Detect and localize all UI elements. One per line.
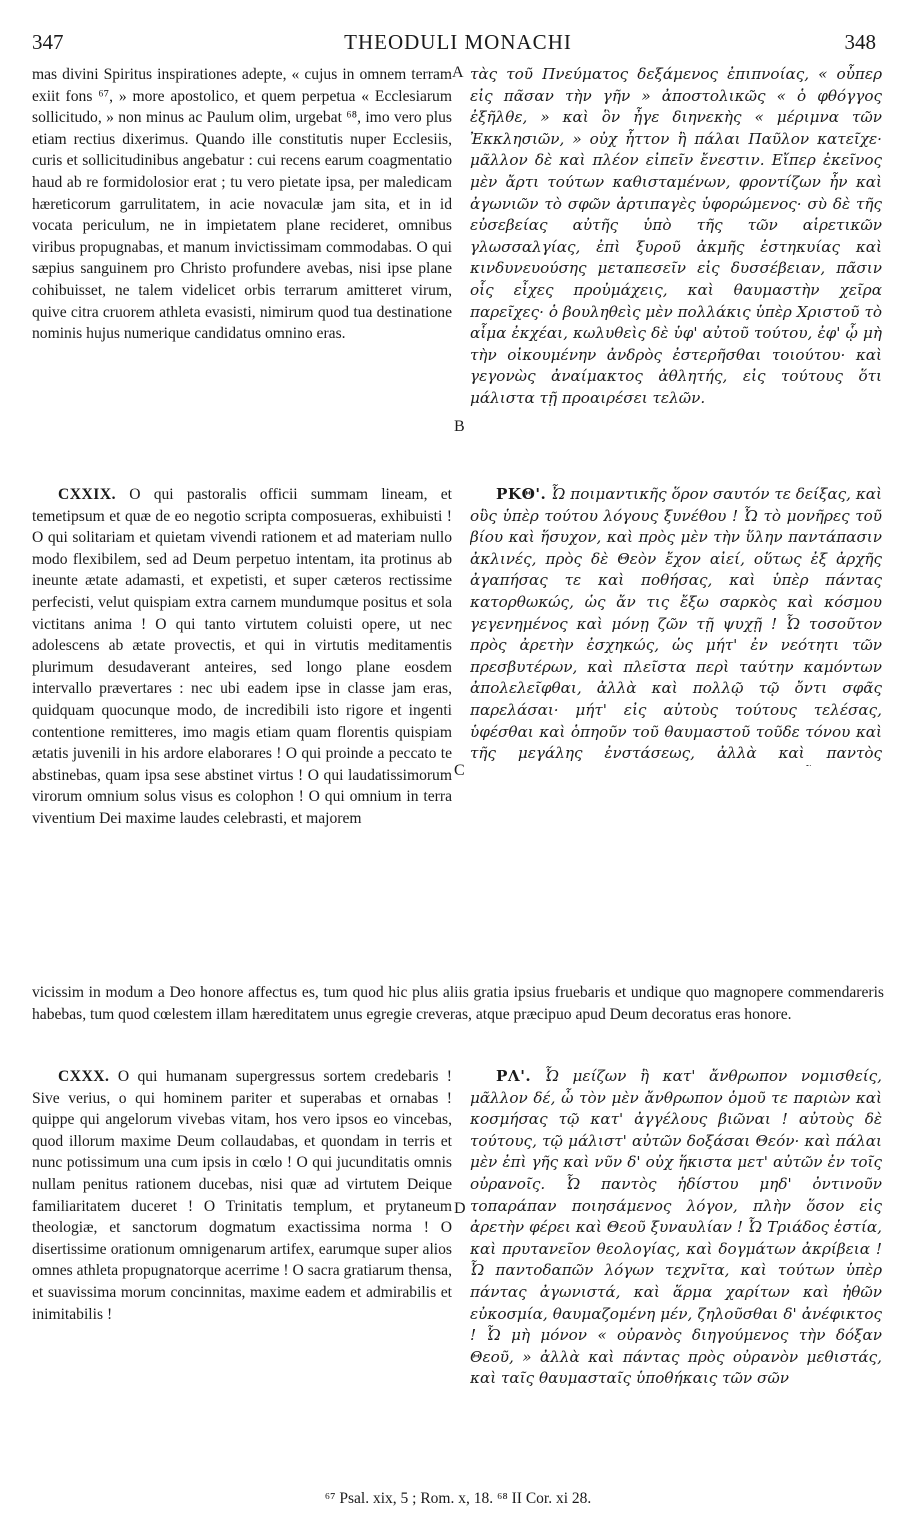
footnote: ⁶⁷ Psal. xix, 5 ; Rom. x, 18. ⁶⁸ II Cor. xi 28. [324,1490,592,1507]
latin-column-top [32,64,452,484]
running-title: THEODULI MONACHI [344,30,572,54]
margin-marker-a: A [452,64,464,81]
section-number-latin: CXXIX. [58,486,117,503]
latin-paragraph: mas divini Spiritus inspirationes adepte, « cujus in omnem terram exiit fons ⁶⁷, » more apostolico, et quem perpetua « Ecclesiarum sollicitudo, » non minus ac Paulum olim, urgebat ⁶⁸, imo vero plus etiam rectius dixerimus. Quando ille constitutis nuper Ecclesiis, curis et sollicitudinibus angebatur : cui recens earum coagmentatio haud ab re formidolosior erat ; tu vero pietate ipsa, per maledicam hæreticorum garrulitatem, in acie novaculæ jam sita, et in id vocata periculum, ne in impietatem plane recideret, omnibus viribus propugnabas, et manum invictissimam commodabas. O qui sæpius sanguinem pro Christo profundere avebas, nisi ipse plane cohibuisset, ne talem videlicet orbis terrarum amitteret virum, quive citra cruorem athleta evasisti, nimirum quod tua destinatione nominis hujus numerique candidatus omnino eras. [32,66,452,343]
page-number-right: 348 [844,30,876,54]
full-width-paragraph: vicissim in modum a Deo honore affectus es, tum quod hic plus aliis gratia ipsius fruebaris et undique quo magnopere commendareris habebas, tum quod cœlestem illam hæreditatem unus egregie creveras, atque præcipuo apud Deum decoratus eras honore. [32,984,884,1023]
greek-column-130 [470,1066,882,1476]
section-number-latin: CXXX. [58,1068,110,1085]
greek-paragraph-130 [470,1066,882,1390]
page-header [0,30,916,56]
latin-text-129: O qui pastoralis officii summam lineam, et temetipsum et quæ de eo negotio scripta composueras, exhibuisti ! O qui solitariam et quietam vivendi rationem et ad materiam nullo modo flexibilem, sed ad Deum perpetuo intentam, ita protinus ab ineunte ætate adamasti, et expetisti, et super cæteros rectissime perfecisti, velut quispiam extra carnem mundumque positus et sola victitans anima ! O qui tanto virtutem coluisti opere, ut nec adolescens ab ætate provectis, et qui in virtutis meditamentis plurimum desudaverant anteires, sed longo plane eosdem intervallo prævertares : nec ubi eadem ipse in classe jam eras, quidquam quocunque modo, de incredibili isto rigore et ingenti contentione remitteres, imo magis etiam quam florentis quispiam ætatis juvenili in his ardore elaborares ! O qui proinde a peccato te [32,486,452,763]
section-number-greek: ΡΚΘ'. [496,485,547,503]
greek-column-top [470,64,882,434]
latin-text-130: O qui humanam supergressus sortem credebaris ! Sive verius, o qui hominem pariter et superabas et ornabas ! quippe qui angelorum vivebas vitam, hos vero ipsos eo vincebas, quod illorum maxime Deum collaudabas, et quondam in terris et nunc potissimum una cum ipsis in cœlo ! O qui jucunditatis omnis nullam penitus rationem ducebas, nisi quæ ad virtutem Deique familiaritatem duceret ! O Trinitatis templum, et prytaneum theologiæ, et sanctorum dogmatum exactissima norma ! O disertissime orationum omnigenarum artifex, earumque super alios omnes athleta propugnatorque acerrime ! O sacra gratiarum thensa, et suavissima morum concinnitas, maxime eadem et admirabilis et inimitabilis ! [32,1068,452,1323]
margin-marker-d: D [454,1200,466,1217]
greek-column-129 [470,484,882,766]
section-number-greek: ΡΛ'. [496,1067,532,1085]
greek-text-129: Ὦ ποιμαντικῆς ὅρον σαυτόν τε δείξας, καὶ οὓς ὑπὲρ τούτου λόγους ξυνέθου ! Ὦ τὸ μονῆρες τοῦ βίου καὶ ἥσυχον, καὶ πρὸς μὲν τὴν ὕλην παντάπασιν ἀκλινές, πρὸς δὲ Θεὸν ἔχον αἰεί, οὕτως ἐξ ἀρχῆς ἀγαπήσας τε καὶ ποθήσας, καὶ ὑπὲρ πάντας κατορθωκώς, ὡς ἄν τις ἔξω σαρκὸς καὶ κόσμου γεγενημένος καὶ μόνῃ ζῶν τῇ ψυχῇ ! Ὦ τοσοῦτον πρὸς ἀρετὴν ἐσχηκώς, ὡς μήτ' ἐν νεότητι τῶν πρεσβυτέρων, καὶ πλεῖστα περὶ ταύτην καμόντων ἀπολελεῖφθαι, ἀλλὰ καὶ πολλῷ τῷ ὄντι σφᾶς παρελάσαι· μήτ' εἰς αὐτοὺς τούτους τελέσας, ὑφέσθαι καὶ ὁπηοῦν τοῦ θαυμαστοῦ τοῦδε τόνου καὶ τῆς μεγάλης ἐνστάσεως, ἀλλὰ καὶ παντὸς [470,485,882,763]
latin-column-130 [32,1066,452,1476]
greek-text-130: Ὦ μείζων ἢ κατ' ἄνθρωπον νομισθείς, μᾶλλον δέ, ὦ τὸν μὲν ἄνθρωπον ὁμοῦ τε παριὼν καὶ κοσμήσας τῷ κατ' ἀγγέλους βιῶναι ! αὐτοὺς δὲ τούτους, τῷ μάλιστ' αὐτῶν δοξάσαι Θεόν· καὶ πάλαι μὲν ἐπὶ γῆς καὶ νῦν δ' οὐχ ἥκιστα μετ' αὐτῶν ἐν τοῖς οὐρανοῖς. Ὦ παντὸς ἡδίστου μηδ' ὀντινοῦν τοπαράπαν ποιησάμενος λόγον, πλὴν ὅσον εἰς ἀρετὴν φέρει καὶ Θεοῦ ξυναυλίαν ! Ὦ Τριάδος ἑστία, καὶ πρυτανεῖον θεολογίας, καὶ δογμάτων ἀκρίβεια ! Ὦ παντοδαπῶν λόγων τεχνῖτα, καὶ τούτων ὑπὲρ πάντας ἀγωνιστά, καὶ ἅρμα χαρίτων καὶ ἠθῶν εὐκοσμία, θαυμαζομένη μέν, ζηλοῦσθαι δ' ἀνέφικτος ! Ὦ μὴ μόνον « οὐρανὸς διηγούμενος τὴν δόξαν Θεοῦ, » ἀλλὰ καὶ πάντας πρὸς οὐρανὸν μεθιστάς, καὶ ταῖς θαυμασταῖς ὑποθήκαις τῶν σῶν [470,1067,882,1388]
greek-paragraph: τὰς τοῦ Πνεύματος δεξάμενος ἐπιπνοίας, « οὗπερ εἰς πᾶσαν τὴν γῆν » ἀποστολικῶς « ὁ φθόγγος ἐξῆλθε, » καὶ ὃν ἦγε διηνεκὴς « μέριμνα τῶν Ἐκκλησιῶν, » οὐχ ἧττον ἢ πάλαι Παῦλον κατεῖχε· μᾶλλον δὲ καὶ πλέον εἰπεῖν ἔνεστιν. Εἴπερ ἐκεῖνος μὲν ἄρτι τούτων καθισταμένων, φροντίζων ἦν καὶ ἀγωνιῶν τὸ σφῶν ἀρτιπαγὲς ὑφορώμενος· σὺ δὲ τῆς εὐσεβείας αὐτῆς ὑπὸ τῆς τῶν αἱρετικῶν γλωσσαλγίας, ἐπὶ ξυροῦ ἀκμῆς ἑστηκυίας καὶ κινδυνευούσης μεταπεσεῖν εἰς δυσσέβειαν, πᾶσιν οἷς εἶχες προὐμάχεις, καὶ θαυμαστὴν χεῖρα παρεῖχες· ὁ βουληθεὶς μὲν πολλάκις ὑπὲρ Χριστοῦ τὸ αἷμα ἐκχέαι, κωλυθεὶς δὲ ὑφ' αὐτοῦ τούτου, ἐφ' ᾧ μὴ τὴν οἰκουμένην ἀνδρὸς ἐστερῆσθαι τοιούτου· καὶ γεγονὼς ἀναίμακτος ἀθλητής, εἰς τούτους ὅτι μάλιστα τῇ προαιρέσει τελῶν. [470,65,882,407]
latin-column-129 [32,484,452,766]
full-width-text [32,982,884,1048]
greek-paragraph-129 [470,484,882,766]
latin-paragraph-130 [32,1066,452,1325]
latin-paragraph-129 [32,484,452,766]
margin-marker-b: B [454,418,465,435]
margin-marker-c: C [454,762,465,779]
page-number-left: 347 [32,30,64,54]
latin-text-129-continued: abstinebas, quam ipsa sese abstinet virtus ! O qui laudatissimorum virorum omnium solus visus es colophon ! O qui omnium in terra viventium Dei maxime laudes celebrasti, et majorem [32,766,452,827]
latin-column-129-continued [32,766,452,982]
